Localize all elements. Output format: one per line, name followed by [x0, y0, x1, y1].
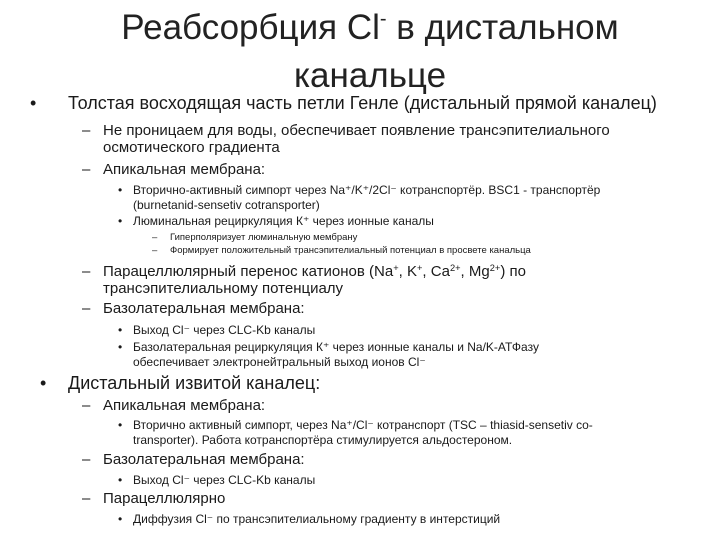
text-line: Формирует положительный трансэпителиальный потенциал в просвете канальца [170, 245, 531, 256]
bullet-dash: – [82, 122, 91, 139]
bullet-dot: • [118, 183, 123, 197]
text-line: осмотического градиента [103, 139, 280, 156]
bullet-dot: • [118, 512, 123, 526]
bullet-dash: – [152, 245, 158, 256]
bullet-dot: • [118, 418, 123, 432]
bullet-dot: • [118, 323, 123, 337]
text-line: transporter). Работа котранспортёра стимулируется альдостероном. [133, 433, 513, 447]
text-line: Парацеллюлярный перенос катионов (Na+, K+, $Ca^{2+}$, $Mg^{2+}$) по [103, 262, 526, 280]
text-line: Апикальная мембрана: [103, 161, 266, 178]
bullet-dot: • [40, 373, 47, 393]
bullet-dot: • [118, 340, 123, 354]
text-line: Гиперполяризует люминальную мембрану [170, 232, 358, 243]
text-line: Диффузия Cl⁻ по трансэпителиальному градиенту в интерстиций [133, 512, 501, 526]
text-line: Вторично активный симпорт, через Na⁺/Cl⁻ котранспорт (TSC – thiasid-sensetiv co- [133, 418, 593, 432]
text-line: (burnetanid-sensetiv cotransporter) [133, 198, 320, 212]
section-2-heading: Дистальный извитой каналец: [68, 373, 321, 393]
section-1-heading: Толстая восходящая часть петли Генле (дистальный прямой каналец) [68, 93, 657, 113]
text-line: Выход Cl⁻ через CLC-Kb каналы [133, 473, 316, 487]
title-line-2: канальце [293, 56, 447, 95]
bullet-dash: – [82, 397, 91, 414]
text-line: Вторично-активный симпорт через Na⁺/K⁺/2Cl⁻ котранспортёр. BSC1 - транспортёр [133, 183, 601, 197]
text-line: Базолатеральная мембрана: [103, 451, 305, 468]
text-line: трансэпителиальному потенциалу [103, 280, 344, 297]
bullet-dash: – [82, 451, 91, 468]
bullet-dot: • [118, 214, 123, 228]
text-line: Не проницаем для воды, обеспечивает появление трансэпителиального [103, 122, 610, 139]
bullet-dash: – [152, 232, 158, 243]
text-line: обеспечивает электронейтральный выход ионов Cl⁻ [133, 355, 426, 369]
bullet-dash: – [82, 263, 91, 280]
text-line: Парацеллюлярно [103, 490, 226, 507]
text-line: Базолатеральная мембрана: [103, 300, 305, 317]
text-line: Апикальная мембрана: [103, 397, 266, 414]
text-line: Базолатеральная рециркуляция К⁺ через ионные каналы и Na/K-АТФазу [133, 340, 539, 354]
title-line-1: Реабсорбция Cl- в дистальном [121, 8, 619, 47]
slide-title [60, 4, 680, 100]
bullet-dot: • [118, 473, 123, 487]
text-line: Люминальная рециркуляция К⁺ через ионные каналы [133, 214, 434, 228]
bullet-dash: – [82, 161, 91, 178]
bullet-dash: – [82, 300, 91, 317]
text-line: Выход Cl⁻ через CLC-Kb каналы [133, 323, 316, 337]
bullet-dot: • [30, 93, 37, 113]
bullet-dash: – [82, 490, 91, 507]
